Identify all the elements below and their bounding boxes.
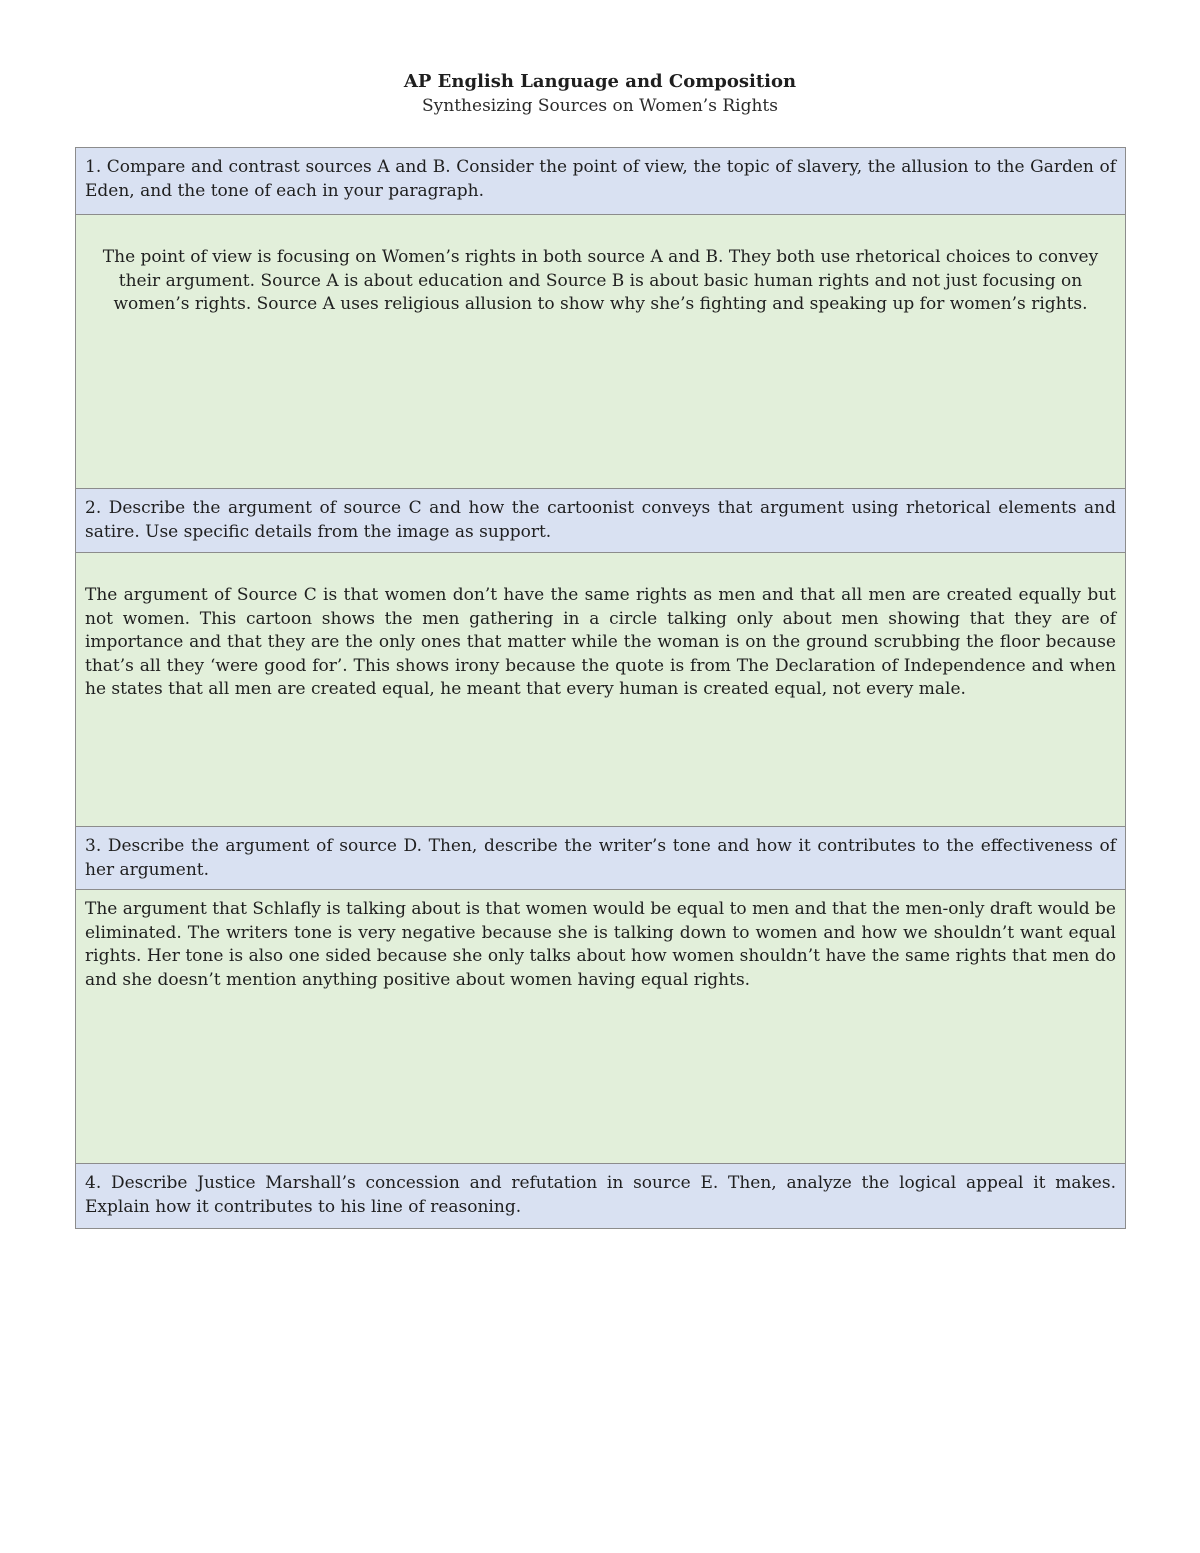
question-2-prompt: 2. Describe the argument of source C and how the cartoonist conveys that argument using rhetorical elements and satire. Use specific details from the image as support. <box>76 489 1125 553</box>
document-subtitle: Synthesizing Sources on Women’s Rights <box>422 96 778 116</box>
question-3-prompt: 3. Describe the argument of source D. Then, describe the writer’s tone and how it contributes to the effectiveness of her argument. <box>76 827 1125 890</box>
question-4-prompt: 4. Describe Justice Marshall’s concession and refutation in source E. Then, analyze the logical appeal it makes. Explain how it contributes to his line of reasoning. <box>76 1164 1125 1228</box>
question-1-prompt: 1. Compare and contrast sources A and B. Consider the point of view, the topic of slavery, the allusion to the Garden of Eden, and the tone of each in your paragraph. <box>76 148 1125 215</box>
document-header <box>0 70 1200 118</box>
question-2-answer[interactable]: The argument of Source C is that women don’t have the same rights as men and that all men are created equally but not women. This cartoon shows the men gathering in a circle talking only about men showing that they are of importance and that they are the only ones that matter while the woman is on the ground scrubbing the floor because that’s all they ‘were good for’. This shows irony because the quote is from The Declaration of Independence and when he states that all men are created equal, he meant that every human is created equal, not every male. <box>76 553 1125 827</box>
document-title: AP English Language and Composition <box>403 71 797 92</box>
worksheet-table <box>75 147 1126 1229</box>
question-1-answer[interactable]: The point of view is focusing on Women’s rights in both source A and B. They both use rhetorical choices to convey their argument. Source A is about education and Source B is about basic human rights and not just focusing on women’s rights. Source A uses religious allusion to show why she’s fighting and speaking up for women’s rights. <box>76 215 1125 489</box>
question-3-answer[interactable]: The argument that Schlafly is talking about is that women would be equal to men and that the men-only draft would be eliminated. The writers tone is very negative because she is talking down to women and how we shouldn’t want equal rights. Her tone is also one sided because she only talks about how women shouldn’t have the same rights that men do and she doesn’t mention anything positive about women having equal rights. <box>76 890 1125 1164</box>
